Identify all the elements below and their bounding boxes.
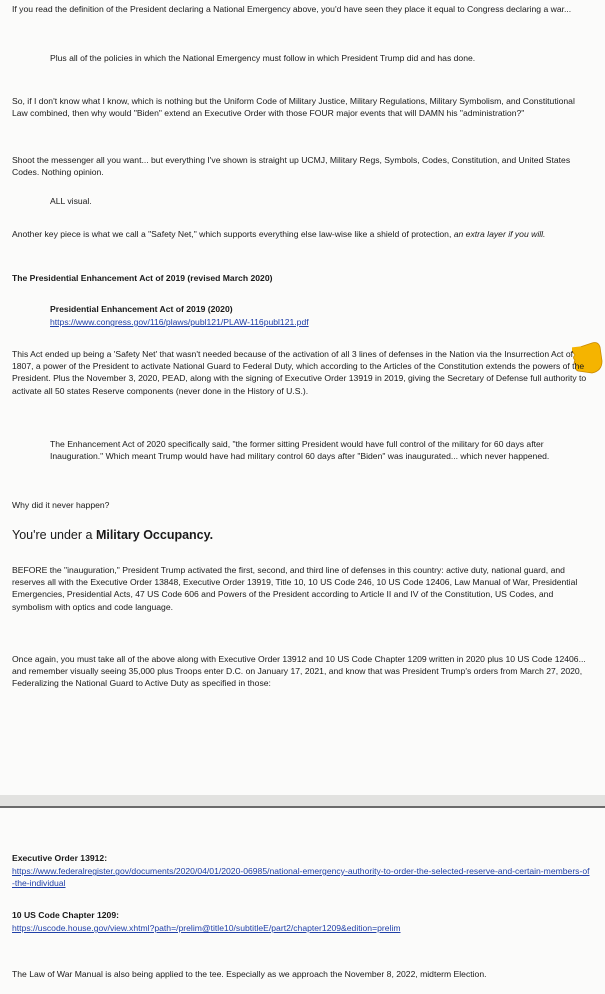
- paragraph-once-again: Once again, you must take all of the above along with Executive Order 13912 and 10 US Code Chapter 1209 written in 2020 plus 10 US Code 12406... and remember visually seeing 35,000 plus Troops enter D.C. on January 17, 2021, and know that was President Trump's orders from March 27, 2020, Federalizing the National Guard to Active Duty as specified in those:: [12, 654, 586, 689]
- act-title: Presidential Enhancement Act of 2019 (2020): [50, 304, 233, 314]
- page-gap: [0, 795, 605, 806]
- heading-military-occupancy: [12, 528, 592, 543]
- heading-occupancy-pre: You're under a: [12, 528, 93, 542]
- safety-net-italic: an extra layer if you will.: [453, 229, 546, 239]
- paragraph-safety-net-act: This Act ended up being a 'Safety Net' that wasn't needed because of the activation of all 3 lines of defenses in the Nation via the Insurrection Act of 1807, a power of the President to activate National Guard to Federal Duty, which according to the Articles of the Constitution extends the powers of the President. Plus the November 3, 2020, PEAD, along with the signing of Executive Order 13919 in 2019, giving the Secretary of Defense full authority to activate all 50 states Reserve components (never done in the History of U.S.).: [12, 349, 587, 396]
- heading-occupancy-bold: Military Occupancy.: [95, 528, 214, 542]
- paragraph-policies: Plus all of the policies in which the National Emergency must follow in which President Trump did and has done.: [50, 53, 476, 63]
- eo-link[interactable]: https://www.federalregister.gov/documents/2020/04/01/2020-06985/national-emergency-authority-to-order-the-selected-reserve-and-certain-members-of-the-individual: [12, 866, 590, 889]
- usc-label: 10 US Code Chapter 1209:: [12, 910, 119, 920]
- paragraph-safety-net: [12, 228, 592, 240]
- document-page-2: [0, 806, 605, 994]
- paragraph-national-emergency: If you read the definition of the President declaring a National Emergency above, you'd have seen they place it equal to Congress declaring a war...: [12, 4, 572, 14]
- paragraph-ucmj: So, if I don't know what I know, which is nothing but the Uniform Code of Military Justice, Military Regulations, Military Symbolism, and Constitutional Law combined, then why would "Biden" extend an Executive Order with those FOUR major events that will DAMN his "administration?": [12, 96, 575, 119]
- paragraph-before-inauguration: BEFORE the "inauguration," President Trump activated the first, second, and third line of defenses in this country: active duty, national guard, and reserves all with the Executive Order 13848, Executive Order 13919, Title 10, 10 US Code 246, 10 US Code 12406, Law Manual of War, Presidential Emergencies, Presidential Acts, 47 US Code 606 and Powers of the President according to Article II and IV of the Constitution, US Codes, and symbolism with optics and code language.: [12, 565, 578, 612]
- paragraph-enhancement-2020: The Enhancement Act of 2020 specifically said, "the former sitting President would have full control of the military for 60 days after Inauguration." Which meant Trump would have had military control 60 days after "Biden" was inaugurated... which never happened.: [50, 439, 550, 462]
- usc-link[interactable]: https://uscode.house.gov/view.xhtml?path=/prelim@title10/subtitleE/part2/chapter1209&edition=prelim: [12, 923, 401, 933]
- safety-net-text: Another key piece is what we call a "Safety Net," which supports everything else law-wise like a shield of protection,: [12, 229, 452, 239]
- paragraph-all-visual: ALL visual.: [50, 196, 92, 206]
- eo-label: Executive Order 13912:: [12, 853, 108, 863]
- paragraph-law-of-war: The Law of War Manual is also being applied to the tee. Especially as we approach the November 8, 2022, midterm Election.: [12, 969, 487, 979]
- paragraph-shoot-messenger: Shoot the messenger all you want... but everything I've shown is straight up UCMJ, Military Regs, Symbols, Codes, Constitution, and United States Codes. Nothing opinion.: [12, 155, 571, 178]
- paragraph-why: Why did it never happen?: [12, 500, 110, 510]
- heading-enhancement-act: The Presidential Enhancement Act of 2019 (revised March 2020): [12, 273, 273, 283]
- act-link[interactable]: https://www.congress.gov/116/plaws/publ121/PLAW-116publ121.pdf: [50, 317, 309, 327]
